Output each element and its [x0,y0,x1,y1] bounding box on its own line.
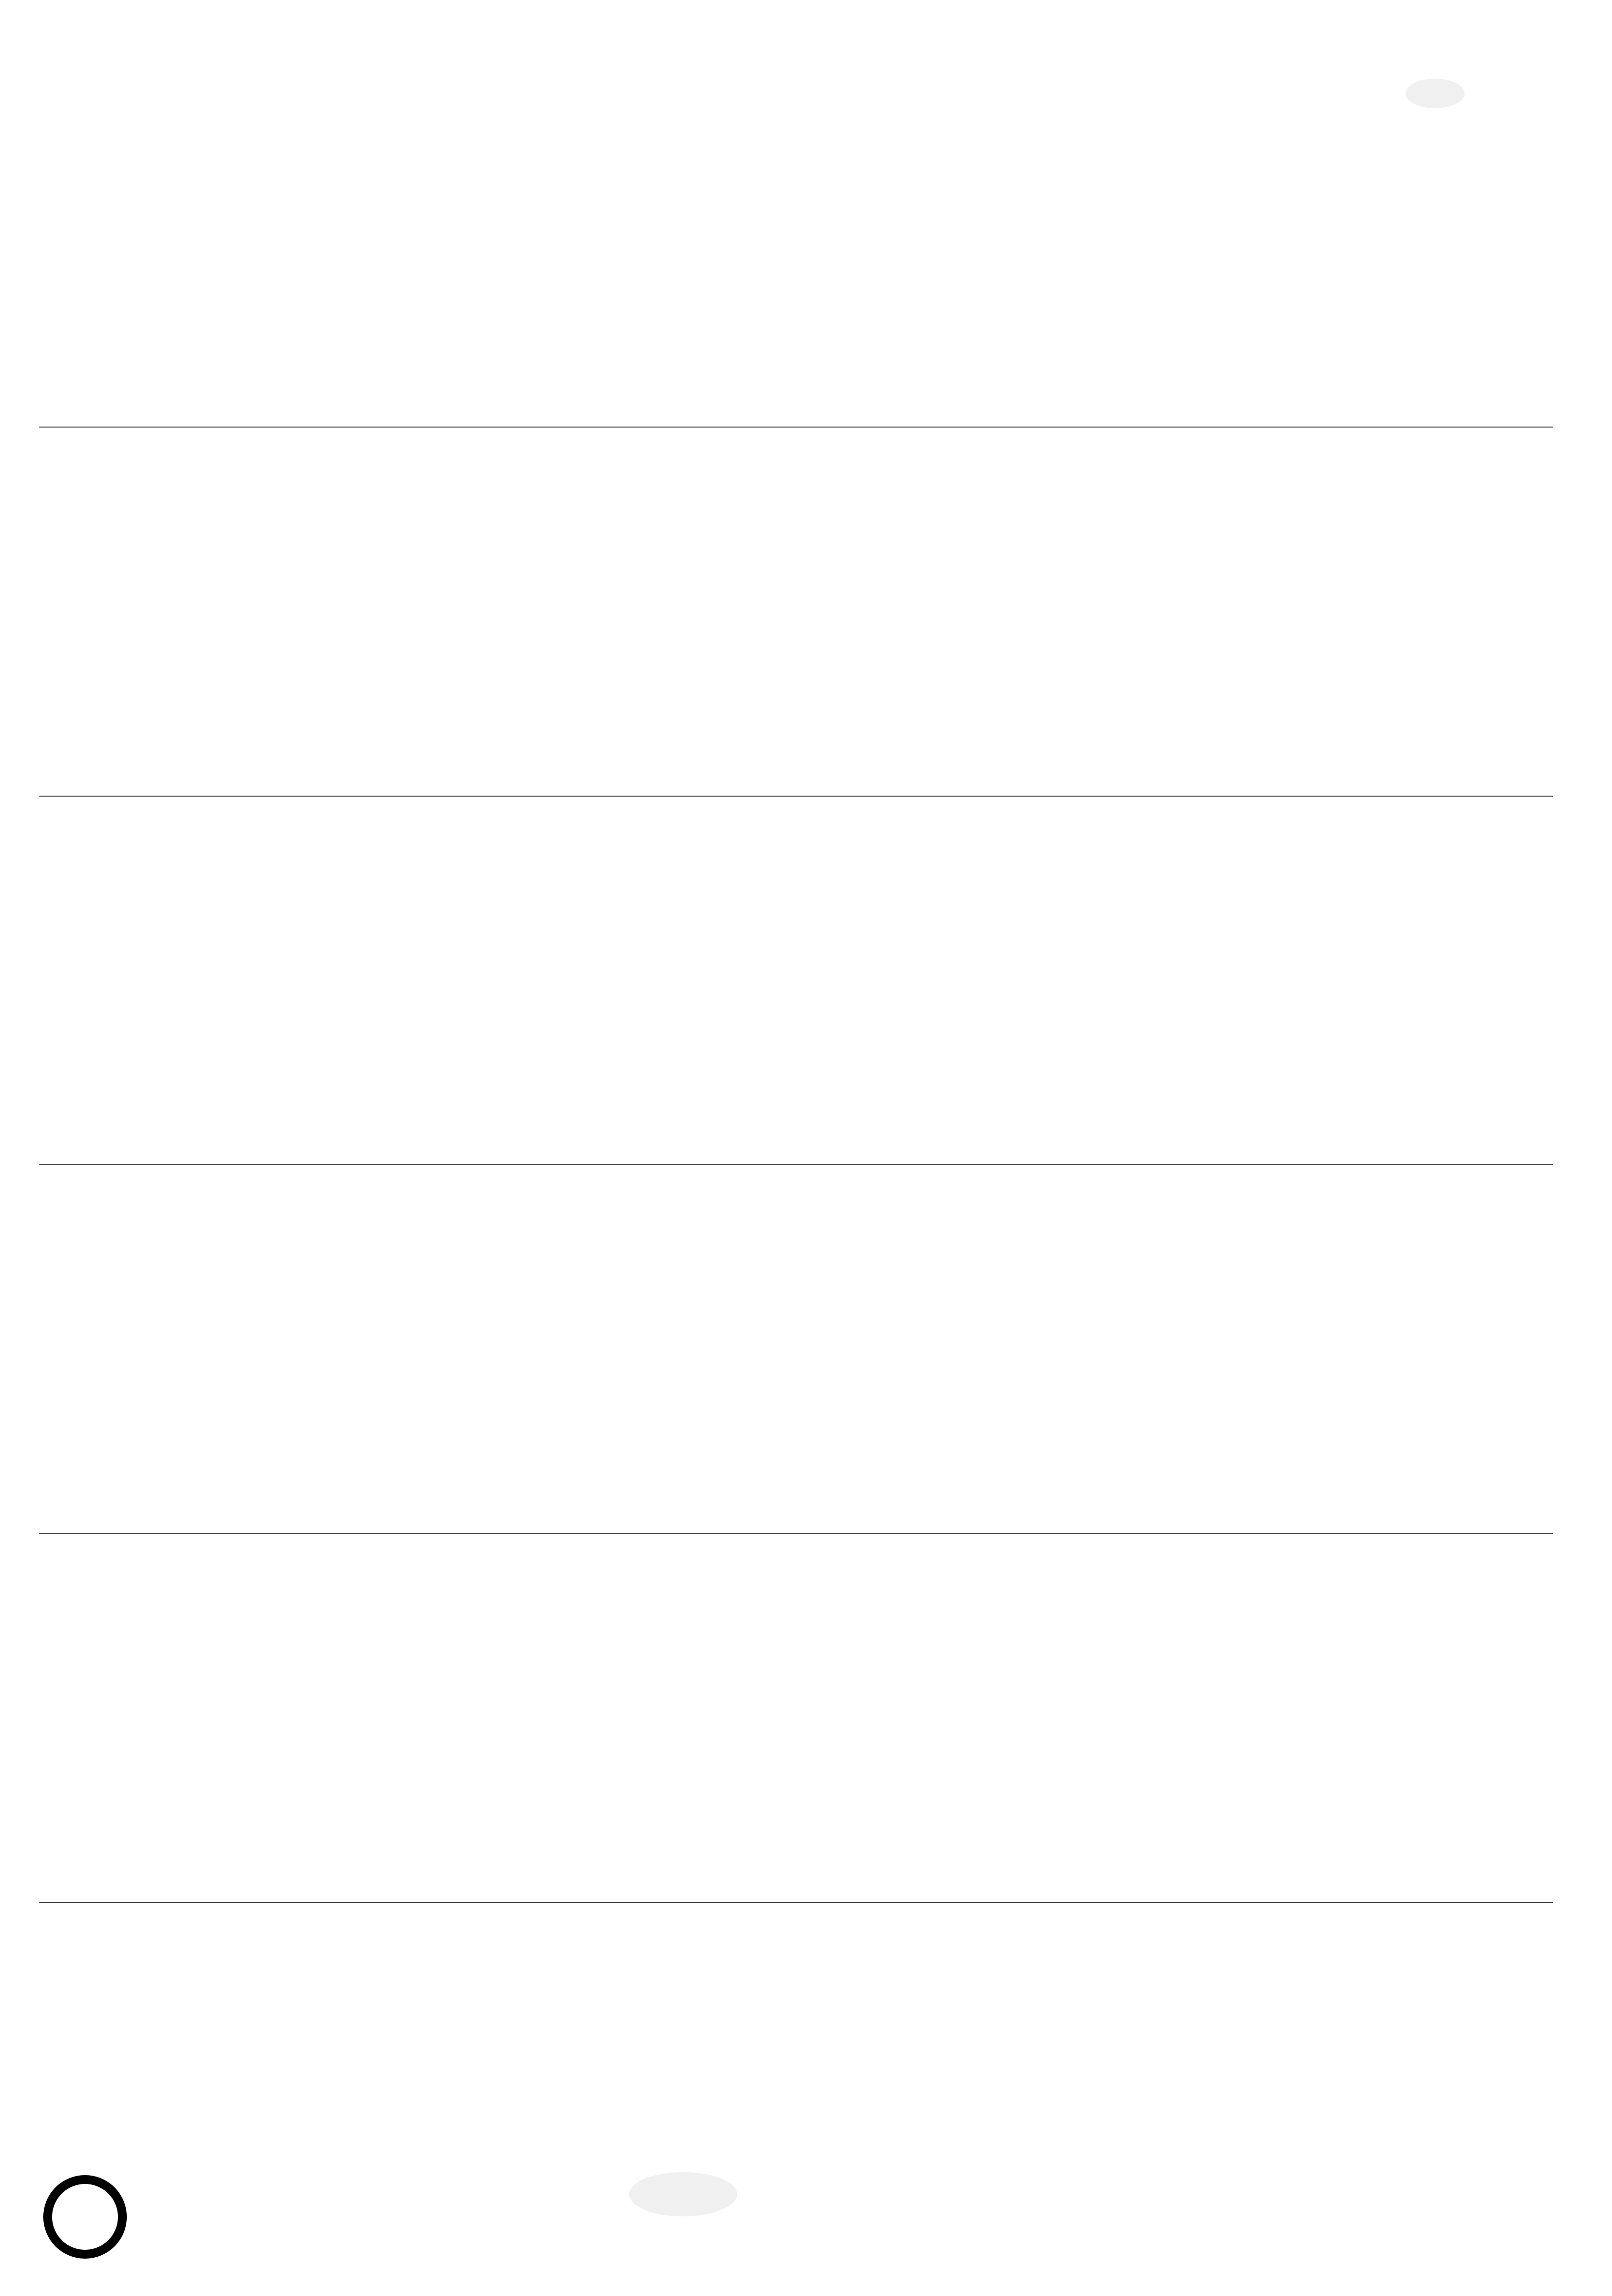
paper-stain [629,2172,737,2216]
column-3 [39,1185,1553,1534]
column-6 [39,79,1553,428]
column-1 [39,1923,1553,2270]
column-5 [39,447,1553,796]
column-2 [39,1553,1553,1902]
article-sheet [29,69,1563,2280]
dropcap-o [43,2175,127,2259]
column-4 [39,816,1553,1165]
paper-stain [1406,79,1465,108]
